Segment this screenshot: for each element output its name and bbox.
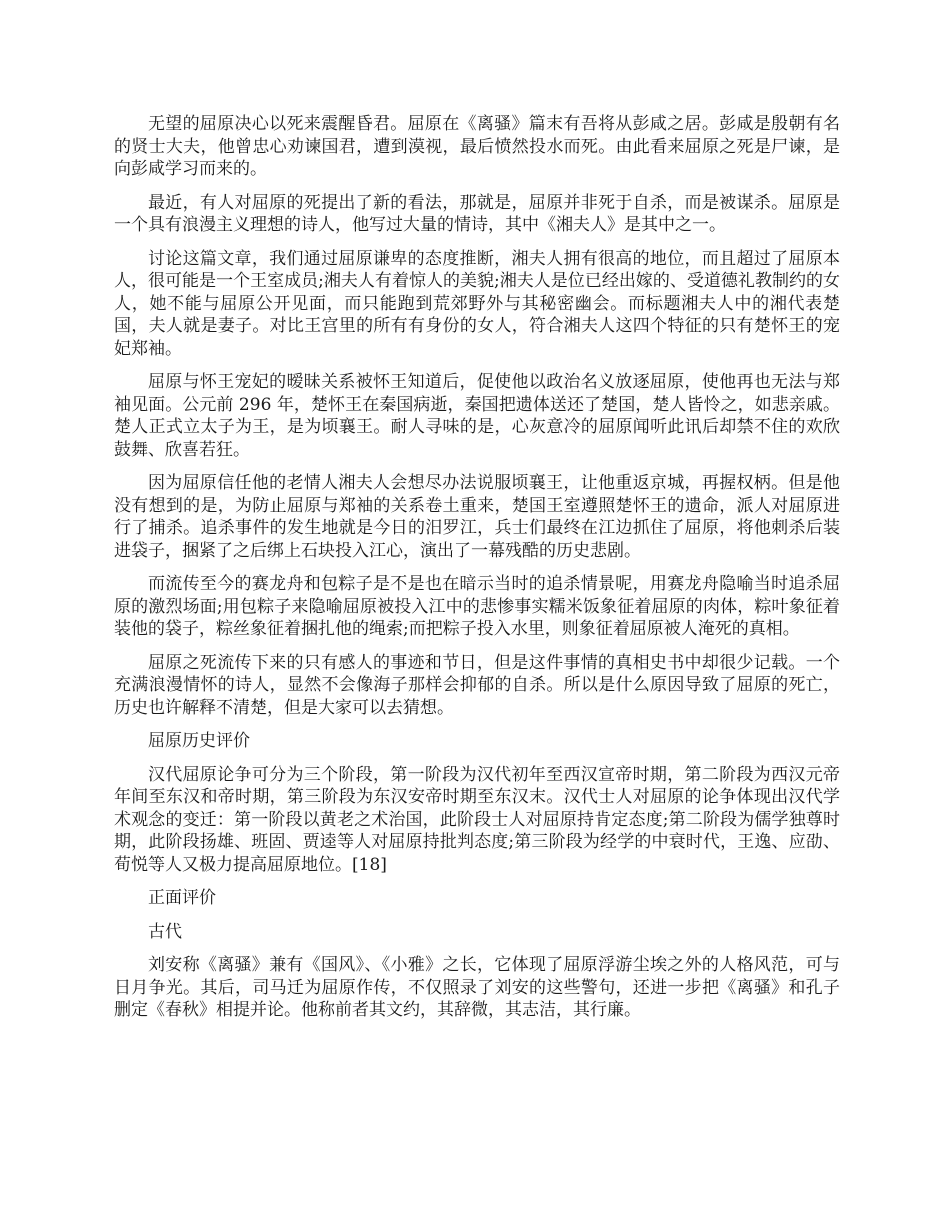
paragraph-liu-an: 刘安称《离骚》兼有《国风》、《小雅》之长，它体现了屈原浮游尘埃之外的人格风范，可与日月争光。其后，司马迁为屈原作传，不仅照录了刘安的这些警句，还进一步把《离骚》和孔子删定《春秋》相提并论。他称前者其文约，其辞微，其志洁，其行廉。 — [114, 955, 840, 1020]
paragraph-qu-yuan-resolve: 无望的屈原决心以死来震醒昏君。屈原在《离骚》篇末有吾将从彭咸之居。彭咸是殷朝有名的贤士大夫，他曾忠心劝谏国君，遭到漠视，最后愤然投水而死。由此看来屈原之死是尸谏，是向彭咸学习而来的。 — [114, 114, 840, 179]
paragraph-murder-theory: 最近，有人对屈原的死提出了新的看法，那就是，屈原并非死于自杀，而是被谋杀。屈原是一个具有浪漫主义理想的诗人，他写过大量的情诗，其中《湘夫人》是其中之一。 — [114, 192, 840, 235]
paragraph-assassination: 因为屈原信任他的老情人湘夫人会想尽办法说服顷襄王，让他重返京城，再握权柄。但是他没有想到的是，为防止屈原与郑袖的关系卷土重来，楚国王室遵照楚怀王的遗命，派人对屈原进行了捕杀。追杀事件的发生地就是今日的汨罗江，兵士们最终在江边抓住了屈原，将他刺杀后装进袋子，捆紧了之后绑上石块投入江心，演出了一幕残酷的历史悲剧。 — [114, 473, 840, 561]
paragraph-xiang-furen-analysis: 讨论这篇文章，我们通过屈原谦卑的态度推断，湘夫人拥有很高的地位，而且超过了屈原本人，很可能是一个王室成员;湘夫人有着惊人的美貌;湘夫人是位已经出嫁的、受道德礼教制约的女人，她不能与屈原公开见面，而只能跑到荒郊野外与其秘密幽会。而标题湘夫人中的湘代表楚国，夫人就是妻子。对比王宫里的所有有身份的女人，符合湘夫人这四个特征的只有楚怀王的宠妃郑袖。 — [114, 248, 840, 359]
paragraph-exile: 屈原与怀王宠妃的暧昧关系被怀王知道后，促使他以政治名义放逐屈原，使他再也无法与郑袖见面。公元前 296 年，楚怀王在秦国病逝，秦国把遗体送还了楚国，楚人皆怜之，如悲亲戚。楚人正式立太子为王，是为顷襄王。耐人寻味的是，心灰意冷的屈原闻听此讯后却禁不住的欢欣鼓舞、欣喜若狂。 — [114, 372, 840, 460]
section-heading-historical-evaluation: 屈原历史评价 — [148, 731, 250, 751]
section-heading-positive-evaluation: 正面评价 — [148, 888, 216, 908]
paragraph-han-debate: 汉代屈原论争可分为三个阶段，第一阶段为汉代初年至西汉宣帝时期，第二阶段为西汉元帝年间至东汉和帝时期，第三阶段为东汉安帝时期至东汉末。汉代士人对屈原的论争体现出汉代学术观念的变迁：第一阶段以黄老之术治国，此阶段士人对屈原持肯定态度;第二阶段为儒学独尊时期，此阶段扬雄、班固、贾逵等人对屈原持批判态度;第三阶段为经学的中衰时代，王逸、应劭、荀悦等人又极力提高屈原地位。[18] — [114, 764, 840, 875]
paragraph-dragon-boat-zongzi: 而流传至今的赛龙舟和包粽子是不是也在暗示当时的追杀情景呢，用赛龙舟隐喻当时追杀屈原的激烈场面;用包粽子来隐喻屈原被投入江中的悲惨事实糯米饭象征着屈原的肉体，粽叶象征着装他的袋子，粽丝象征着捆扎他的绳索;而把粽子投入水里，则象征着屈原被人淹死的真相。 — [114, 574, 840, 639]
paragraph-mystery: 屈原之死流传下来的只有感人的事迹和节日，但是这件事情的真相史书中却很少记载。一个充满浪漫情怀的诗人，显然不会像海子那样会抑郁的自杀。所以是什么原因导致了屈原的死亡，历史也许解释不清楚，但是大家可以去猜想。 — [114, 652, 840, 718]
document-page — [114, 113, 840, 1033]
section-heading-ancient: 古代 — [148, 921, 182, 942]
